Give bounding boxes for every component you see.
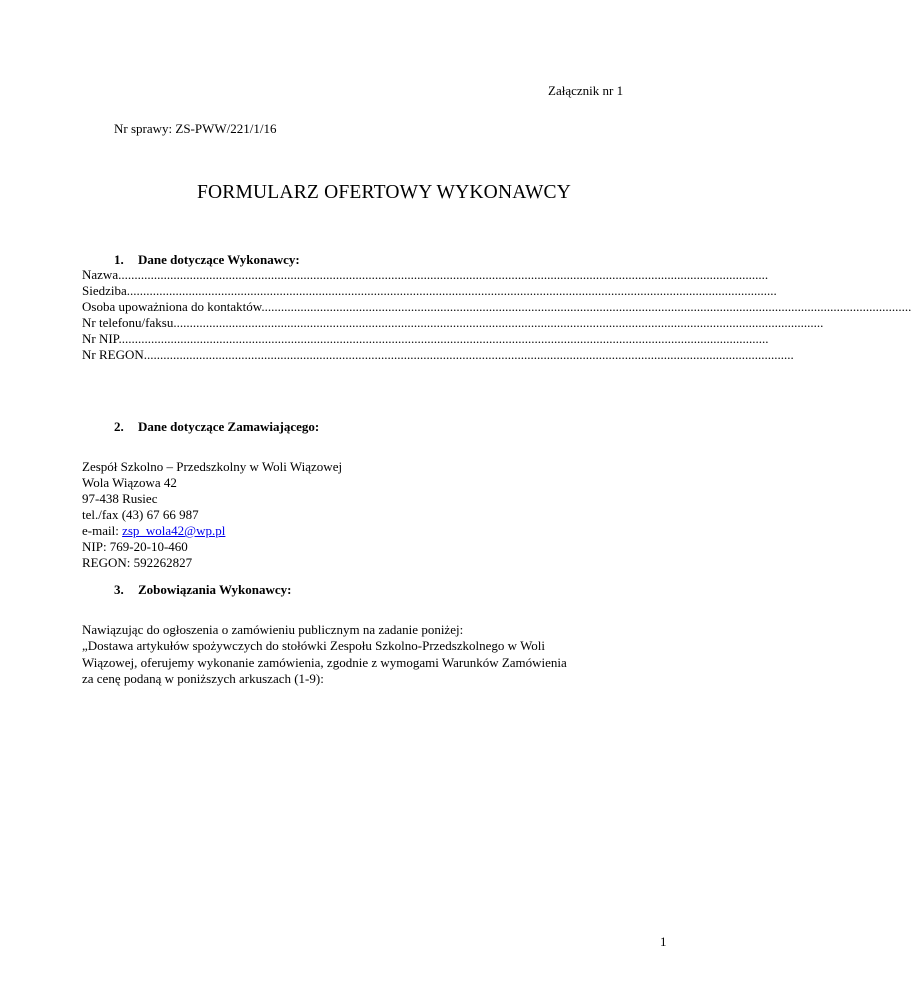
- contractor-fields: [82, 267, 911, 363]
- dotted-fill-line: ........................................................................................................................................................................................................: [261, 299, 911, 314]
- field-label: Siedziba: [82, 283, 127, 298]
- dotted-fill-line: ........................................................................................................................................................................................................: [118, 267, 769, 282]
- field-label: Nr telefonu/faksu: [82, 315, 174, 330]
- paragraph-line: Wiązowej, oferujemy wykonanie zamówienia, zgodnie z wymogami Warunków Zamówienia: [82, 654, 567, 670]
- section-heading-contractor: [114, 252, 300, 268]
- document-title: FORMULARZ OFERTOWY WYKONAWCY: [196, 182, 572, 203]
- paragraph-line: za cenę podaną w poniższych arkuszach (1-9):: [82, 670, 324, 686]
- field-label: Nazwa: [82, 267, 119, 282]
- paragraph-line: Nawiązując do ogłoszenia o zamówieniu publicznym na zadanie poniżej:: [82, 622, 464, 637]
- field-seat: [82, 283, 777, 299]
- field-label: Nr NIP: [82, 331, 119, 346]
- field-regon: [82, 347, 794, 363]
- section-number: 1.: [114, 252, 124, 267]
- section-number: 3.: [114, 582, 124, 597]
- field-label: Nr REGON: [82, 347, 144, 362]
- dotted-fill-line: ........................................................................................................................................................................................................: [126, 283, 777, 298]
- field-nip: [82, 331, 769, 347]
- section-title: Dane dotyczące Zamawiającego:: [138, 419, 320, 434]
- orderer-phone: tel./fax (43) 67 66 987: [82, 507, 199, 522]
- orderer-regon: REGON: 592262827: [82, 555, 193, 570]
- orderer-street: Wola Wiązowa 42: [82, 475, 177, 490]
- orderer-address-block: [82, 459, 342, 571]
- case-number: Nr sprawy: ZS-PWW/221/1/16: [114, 121, 277, 136]
- dotted-fill-line: ........................................................................................................................................................................................................: [118, 331, 769, 346]
- section-title: Zobowiązania Wykonawcy:: [138, 582, 292, 597]
- field-name: [82, 267, 769, 283]
- annex-label: Załącznik nr 1: [548, 83, 624, 98]
- orderer-name: Zespół Szkolno – Przedszkolny w Woli Wiązowej: [82, 459, 343, 474]
- email-prefix: e-mail:: [82, 523, 123, 538]
- section-number: 2.: [114, 419, 124, 434]
- obligations-paragraph: [82, 622, 682, 687]
- email-link[interactable]: zsp_wola42@wp.pl: [122, 523, 226, 538]
- section-heading-obligations: [114, 582, 292, 598]
- dotted-fill-line: ........................................................................................................................................................................................................: [173, 315, 824, 330]
- dotted-fill-line: ........................................................................................................................................................................................................: [143, 347, 794, 362]
- orderer-postal-city: 97-438 Rusiec: [82, 491, 158, 506]
- section-title: Dane dotyczące Wykonawcy:: [138, 252, 300, 267]
- page-number: 1: [660, 934, 667, 949]
- section-heading-orderer: [114, 419, 319, 435]
- field-label: Osoba upoważniona do kontaktów: [82, 299, 262, 314]
- orderer-email-line: [82, 523, 342, 539]
- field-contact-person: [82, 299, 911, 315]
- paragraph-line: „Dostawa artykułów spożywczych do stołówki Zespołu Szkolno-Przedszkolnego w Woli: [82, 638, 546, 654]
- orderer-nip: NIP: 769-20-10-460: [82, 539, 188, 554]
- field-phone-fax: [82, 315, 824, 331]
